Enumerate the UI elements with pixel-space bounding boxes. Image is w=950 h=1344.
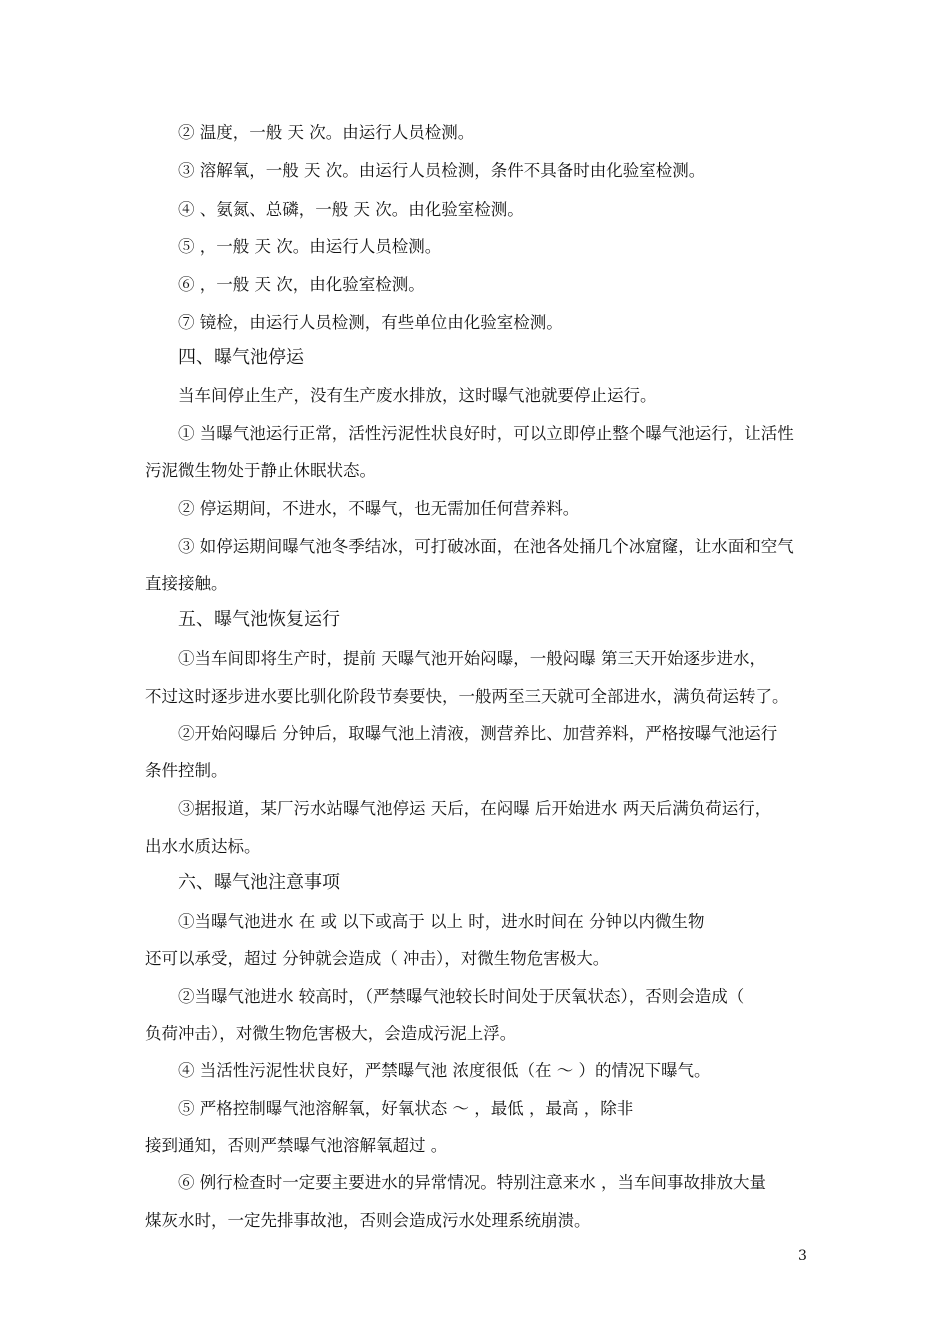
text-line: ①当车间即将生产时，提前 天曝气池开始闷曝，一般闷曝 第三天开始逐步进水， — [178, 649, 766, 668]
text-line: ①当曝气池进水 在 或 以下或高于 以上 时，进水时间在 分钟以内微生物 — [178, 912, 705, 931]
page-number: 3 — [798, 1248, 807, 1264]
text-line: ⑤ 严格控制曝气池溶解氧，好氧状态 ～ ，最低 ，最高 ，除非 — [178, 1099, 634, 1118]
text-line: ③据报道，某厂污水站曝气池停运 天后，在闷曝 后开始进水 两天后满负荷运行， — [178, 799, 772, 818]
text-line: 煤灰水时，一定先排事故池，否则会造成污水处理系统崩溃。 — [145, 1211, 591, 1230]
text-line: ⑥ ，一般 天 次，由化验室检测。 — [178, 275, 425, 294]
text-line: ② 温度，一般 天 次。由运行人员检测。 — [178, 123, 475, 142]
text-line: ② 停运期间，不进水，不曝气，也无需加任何营养料。 — [178, 499, 580, 518]
text-line: ⑥ 例行检查时一定要主要进水的异常情况。特别注意来水 ，当车间事故排放大量 — [178, 1173, 766, 1192]
text-line: 还可以承受，超过 分钟就会造成（ 冲击），对微生物危害极大。 — [145, 949, 610, 968]
section-heading: 四、曝气池停运 — [178, 347, 304, 368]
section-heading: 五、曝气池恢复运行 — [178, 609, 340, 630]
text-line: ④ 、氨氮、总磷，一般 天 次。由化验室检测。 — [178, 200, 524, 219]
text-line: 当车间停止生产，没有生产废水排放，这时曝气池就要停止运行。 — [178, 386, 657, 405]
text-line: ① 当曝气池运行正常，活性污泥性状良好时，可以立即停止整个曝气池运行，让活性 — [178, 424, 794, 443]
section-heading: 六、曝气池注意事项 — [178, 872, 340, 893]
text-line: 直接接触。 — [145, 574, 228, 593]
text-line: ⑤ ，一般 天 次。由运行人员检测。 — [178, 237, 442, 256]
text-line: 出水水质达标。 — [145, 837, 261, 856]
text-line: 不过这时逐步进水要比驯化阶段节奏要快，一般两至三天就可全部进水，满负荷运转了。 — [145, 687, 789, 706]
text-line: ③ 溶解氧，一般 天 次。由运行人员检测，条件不具备时由化验室检测。 — [178, 161, 706, 180]
text-line: 接到通知，否则严禁曝气池溶解氧超过 。 — [145, 1136, 448, 1155]
text-line: ⑦ 镜检，由运行人员检测，有些单位由化验室检测。 — [178, 313, 563, 332]
text-line: ②开始闷曝后 分钟后，取曝气池上清液，测营养比、加营养料，严格按曝气池运行 — [178, 724, 778, 743]
text-line: 污泥微生物处于静止休眠状态。 — [145, 461, 376, 480]
text-line: ②当曝气池进水 较高时，（严禁曝气池较长时间处于厌氧状态），否则会造成（ — [178, 987, 745, 1006]
text-line: ③ 如停运期间曝气池冬季结冰，可打破冰面，在池各处捅几个冰窟窿，让水面和空气 — [178, 537, 794, 556]
text-line: 条件控制。 — [145, 761, 228, 780]
text-line: ④ 当活性污泥性状良好，严禁曝气池 浓度很低（在 ～ ）的情况下曝气。 — [178, 1061, 711, 1080]
text-line: 负荷冲击），对微生物危害极大，会造成污泥上浮。 — [145, 1024, 517, 1043]
